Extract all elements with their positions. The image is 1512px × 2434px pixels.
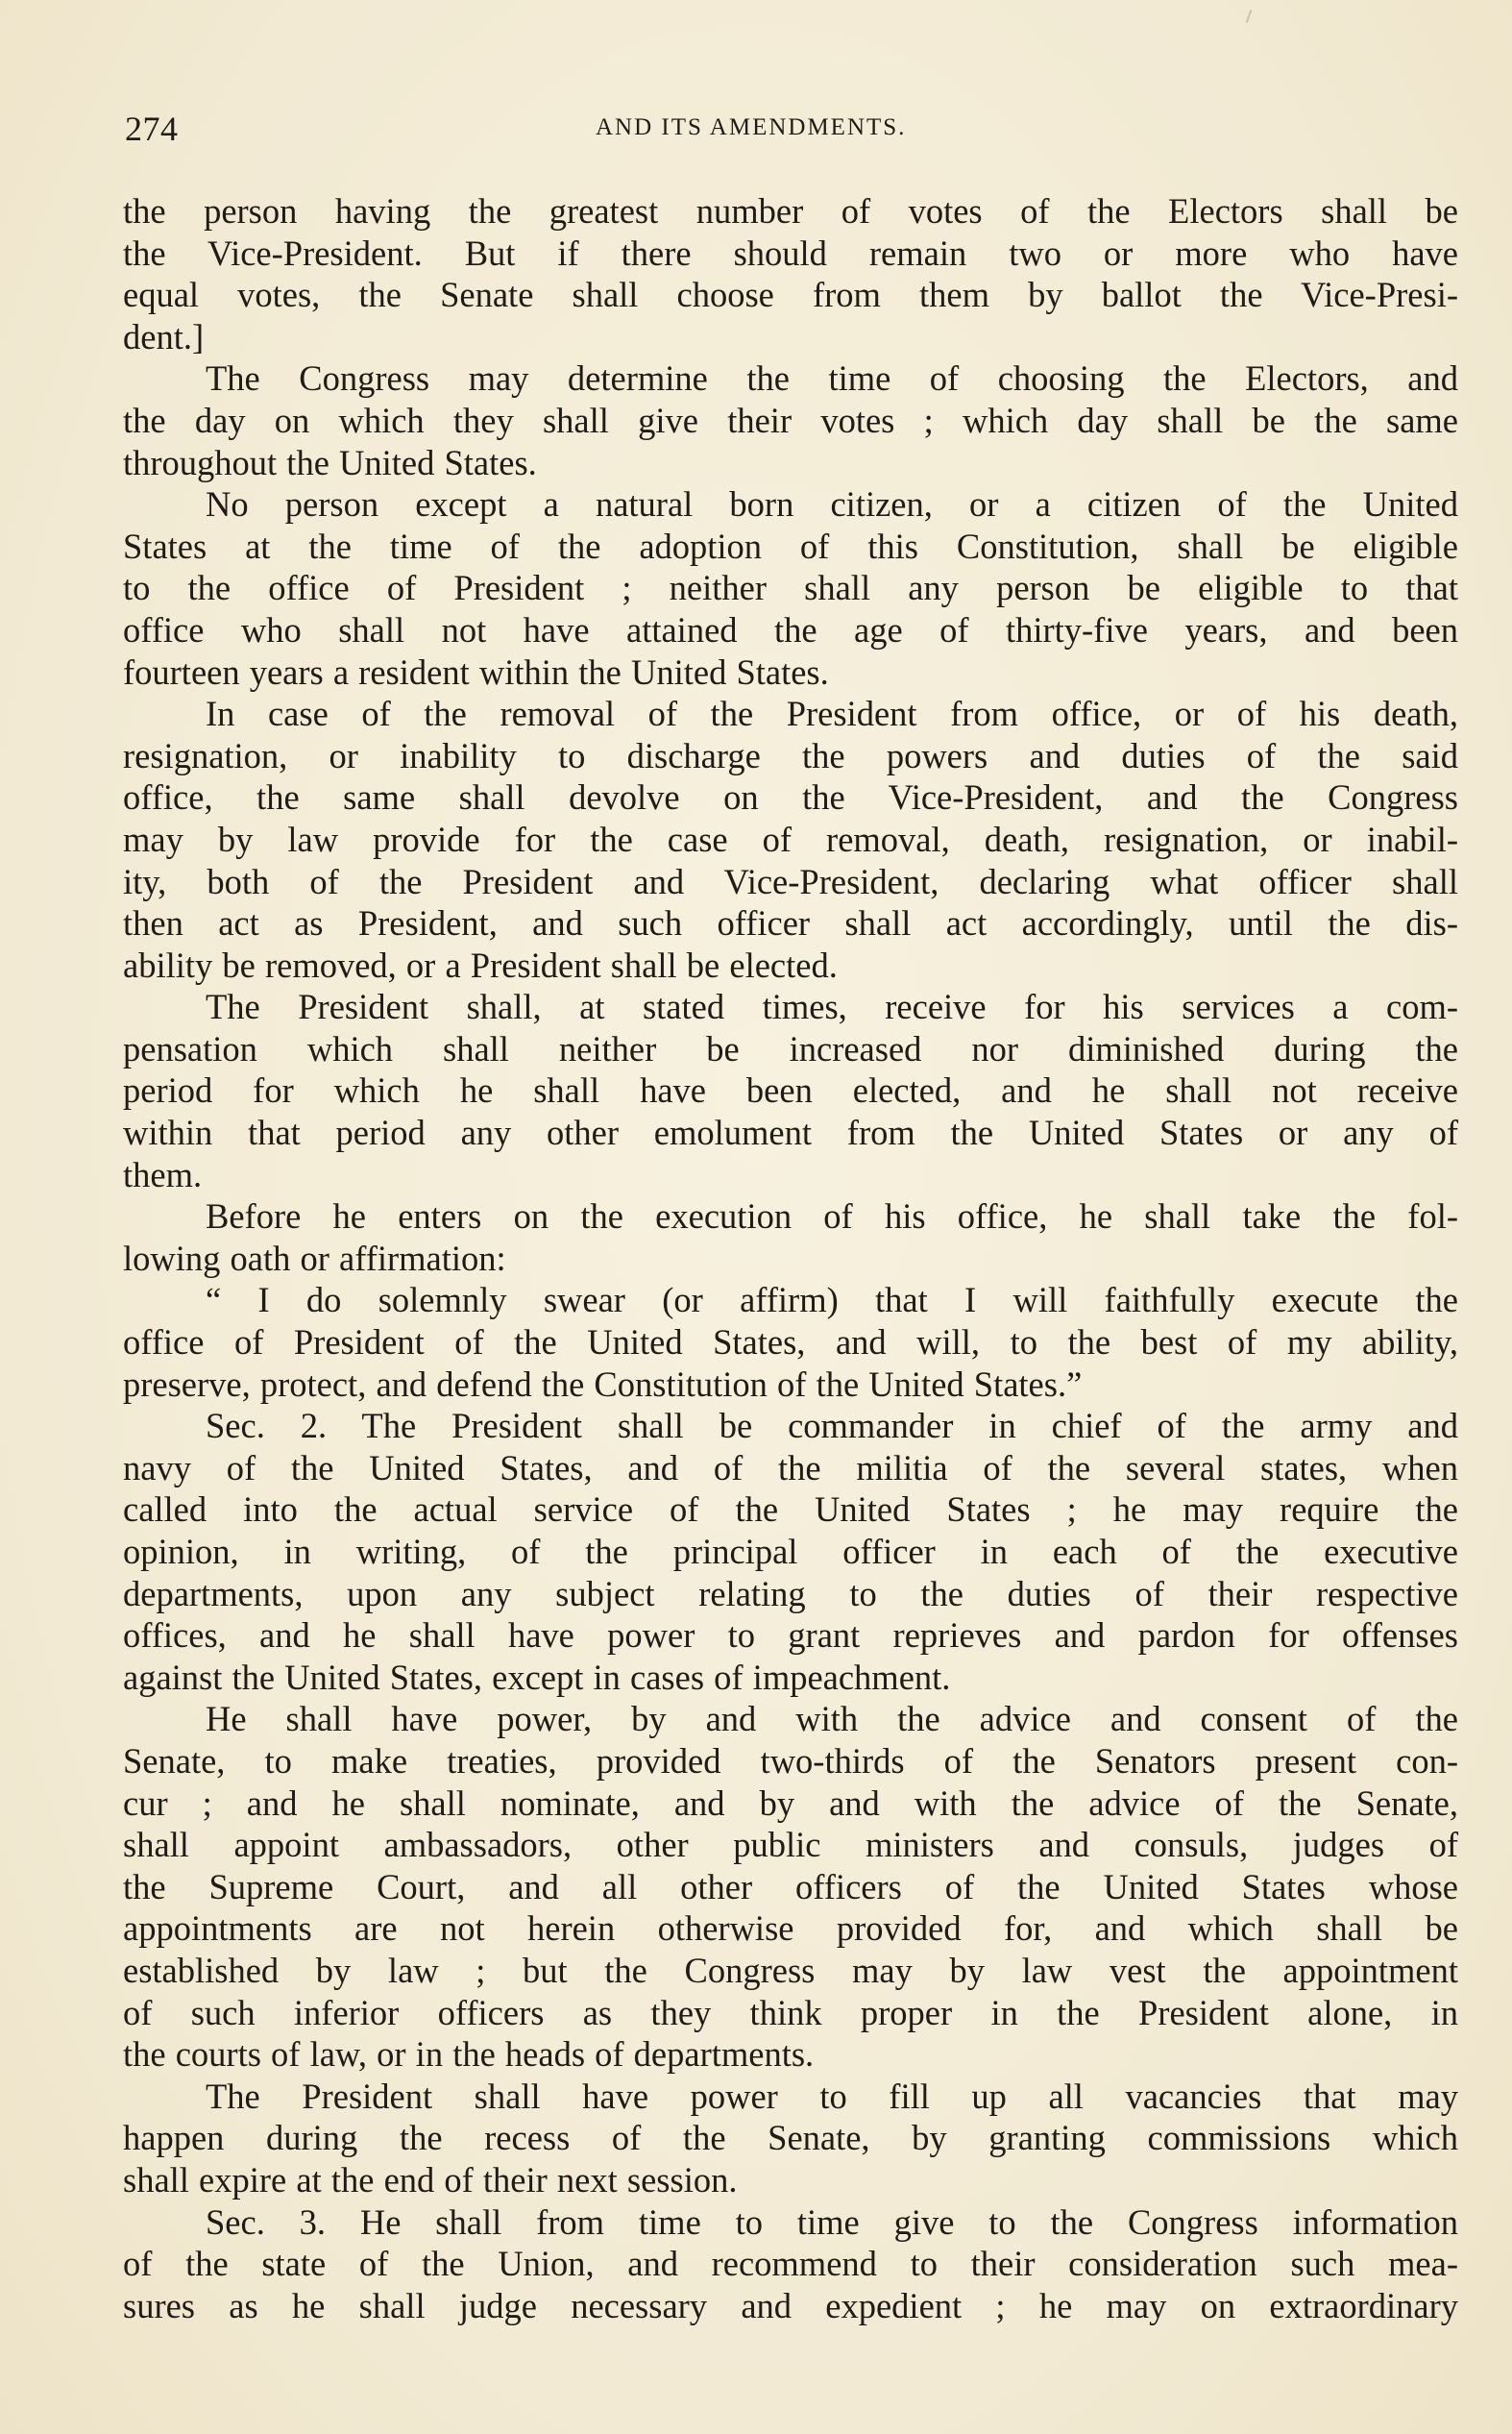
text-line: The President shall, at stated times, receive for his services a com- xyxy=(206,987,1458,1027)
text-line: shall expire at the end of their next session. xyxy=(123,2159,738,2200)
text-line: called into the actual service of the United States ; he may require the xyxy=(123,1489,1458,1530)
text-line: against the United States, except in cases of impeachment. xyxy=(123,1657,951,1697)
text-line: office of President of the United States, and will, to the best of my ability, xyxy=(123,1322,1458,1363)
text-line: throughout the United States. xyxy=(123,442,537,482)
text-line: dent.] xyxy=(123,316,205,356)
text-line: In case of the removal of the President from office, or of his death, xyxy=(206,694,1458,734)
text-line: established by law ; but the Congress may by law vest the appointment xyxy=(123,1950,1458,1990)
text-line: preserve, protect, and defend the Constitution of the United States.” xyxy=(123,1364,1083,1404)
paper-speck xyxy=(1246,10,1253,23)
text-line: them. xyxy=(123,1154,203,1194)
text-line: opinion, in writing, of the principal officer in each of the executive xyxy=(123,1532,1458,1571)
text-line: the day on which they shall give their votes ; which day shall be the same xyxy=(123,400,1458,440)
text-line: The President shall have power to fill up all vacancies that may xyxy=(206,2076,1458,2116)
text-line: then act as President, and such officer shall act accordingly, until the dis- xyxy=(123,903,1458,944)
text-line: “ I do solemnly swear (or affirm) that I will faithfully execute the xyxy=(206,1280,1458,1320)
text-line: ity, both of the President and Vice-President, declaring what officer shall xyxy=(123,861,1458,901)
text-line: the courts of law, or in the heads of departments. xyxy=(123,2034,815,2075)
text-line: happen during the recess of the Senate, by granting commissions which xyxy=(123,2118,1458,2158)
text-line: Sec. 3. He shall from time to time give to the Congress information xyxy=(206,2201,1458,2242)
text-line: Sec. 2. The President shall be commander in chief of the army and xyxy=(206,1406,1458,1446)
text-line: Before he enters on the execution of his office, he shall take the fol- xyxy=(206,1196,1458,1237)
text-line: fourteen years a resident within the United States. xyxy=(123,652,829,692)
text-line: office, the same shall devolve on the Vice-President, and the Congress xyxy=(123,777,1458,818)
text-line: offices, and he shall have power to grant reprieves and pardon for offenses xyxy=(123,1615,1458,1656)
text-line: within that period any other emolument from the United States or any of xyxy=(123,1113,1458,1153)
text-line: The Congress may determine the time of choosing the Electors, and xyxy=(206,358,1458,399)
text-line: cur ; and he shall nominate, and by and with the advice of the Senate, xyxy=(123,1782,1458,1823)
text-line: No person except a natural born citizen, or a citizen of the United xyxy=(206,484,1458,525)
text-line: equal votes, the Senate shall choose from them by ballot the Vice-Presi- xyxy=(123,275,1458,315)
text-line: may by law provide for the case of removal, death, resignation, or inabil- xyxy=(123,819,1458,859)
text-line: the person having the greatest number of votes of the Electors shall be xyxy=(123,191,1458,231)
text-line: lowing oath or affirmation: xyxy=(123,1238,506,1278)
text-line: shall appoint ambassadors, other public ministers and consuls, judges of xyxy=(123,1825,1458,1865)
text-line: the Supreme Court, and all other officers of the United States whose xyxy=(123,1866,1458,1906)
text-line: of the state of the Union, and recommend to their consideration such mea- xyxy=(123,2244,1458,2284)
text-line: sures as he shall judge necessary and expedient ; he may on extraordinary xyxy=(123,2285,1458,2325)
text-line: period for which he shall have been elected, and he shall not receive xyxy=(123,1070,1458,1111)
text-line: the Vice-President. But if there should remain two or more who have xyxy=(123,233,1458,273)
text-line: ability be removed, or a President shall be elected. xyxy=(123,945,838,985)
text-line: departments, upon any subject relating to the duties of their respective xyxy=(123,1573,1458,1613)
text-line: office who shall not have attained the age of thirty-five years, and been xyxy=(123,609,1458,650)
text-line: States at the time of the adoption of this Constitution, shall be eligible xyxy=(123,526,1458,566)
page-number: 274 xyxy=(125,110,179,148)
running-head: AND ITS AMENDMENTS. xyxy=(596,114,907,140)
text-line: appointments are not herein otherwise provided for, and which shall be xyxy=(123,1908,1458,1949)
text-line: He shall have power, by and with the advice and consent of the xyxy=(206,1699,1458,1739)
page-header xyxy=(125,109,1426,157)
body-text xyxy=(123,190,1458,2326)
text-line: resignation, or inability to discharge the powers and duties of the said xyxy=(123,735,1458,775)
text-line: Senate, to make treaties, provided two-thirds of the Senators present con- xyxy=(123,1740,1458,1781)
text-line: to the office of President ; neither shall any person be eligible to that xyxy=(123,568,1458,608)
text-line: pensation which shall neither be increased nor diminished during the xyxy=(123,1028,1458,1069)
text-line: of such inferior officers as they think proper in the President alone, in xyxy=(123,1992,1458,2032)
text-line: navy of the United States, and of the militia of the several states, when xyxy=(123,1447,1458,1487)
